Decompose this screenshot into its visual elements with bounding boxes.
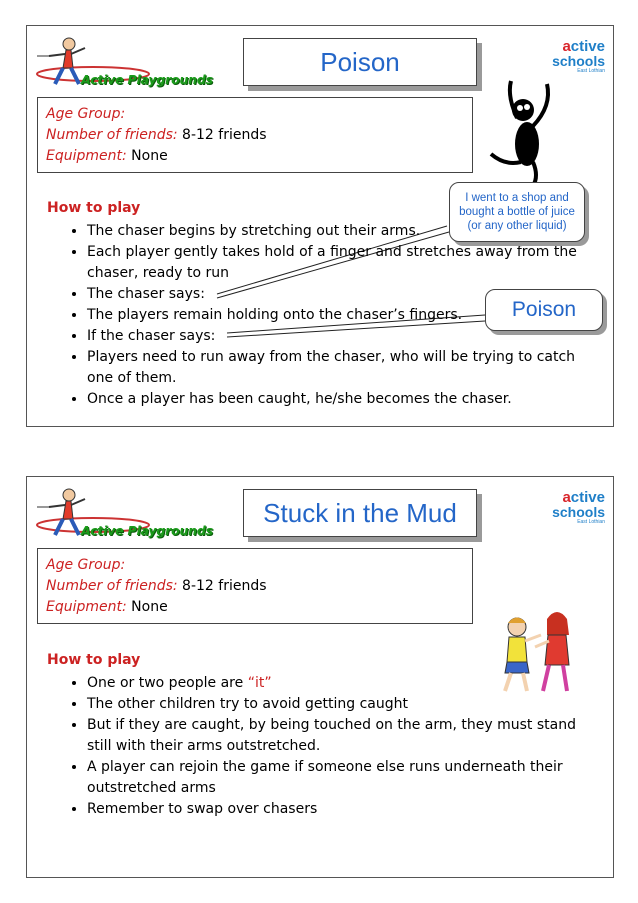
list-item: • Players need to run away from the chaser, who will be trying to catch one of them. (87, 347, 587, 389)
list-item: • The players remain holding onto the chaser’s fingers. (87, 305, 587, 326)
brand-name: Active Playgrounds (81, 72, 213, 87)
poison-word-callout: Poison (485, 289, 603, 331)
list-item: • A player can rejoin the game if someone else runs underneath their outstretched arms (87, 757, 597, 799)
list-item: • If the chaser says: (87, 326, 587, 347)
speech-callout: I went to a shop and bought a bottle of juice (or any other liquid) (449, 182, 585, 242)
age-group-row: Age Group: (46, 106, 126, 122)
equipment-row: Equipment: None (46, 148, 168, 164)
list-item: • Once a player has been caught, he/she becomes the chaser. (87, 389, 587, 410)
brand-name: Active Playgrounds (81, 523, 213, 538)
dancing-figure-icon (491, 81, 548, 186)
page-title: Poison (243, 38, 477, 86)
active-schools-logo: active schools East Lothian (552, 489, 605, 525)
list-item: • Each player gently takes hold of a finger and stretches away from the chaser, ready to run (87, 242, 587, 284)
how-to-play-heading: How to play (47, 200, 141, 216)
active-schools-logo: active schools East Lothian (552, 38, 605, 74)
list-item: • One or two people are “it” (87, 673, 597, 694)
age-group-row: Age Group: (46, 557, 126, 573)
page-title: Stuck in the Mud (243, 489, 477, 537)
list-item: • The chaser says: (87, 284, 587, 305)
game-card-stuck-in-the-mud (26, 476, 614, 878)
stuck-in-the-mud-steps-list (67, 673, 597, 820)
list-item: • Remember to swap over chasers (87, 799, 597, 820)
friends-row: Number of friends: 8-12 friends (46, 578, 267, 594)
game-card-poison (26, 25, 614, 427)
friends-row: Number of friends: 8-12 friends (46, 127, 267, 143)
list-item: • The other children try to avoid getting caught (87, 694, 597, 715)
how-to-play-heading: How to play (47, 652, 141, 668)
list-item: • But if they are caught, by being touched on the arm, they must stand still with their arms outstretched. (87, 715, 597, 757)
list-item: • The chaser begins by stretching out their arms. (87, 221, 587, 242)
equipment-row: Equipment: None (46, 599, 168, 615)
